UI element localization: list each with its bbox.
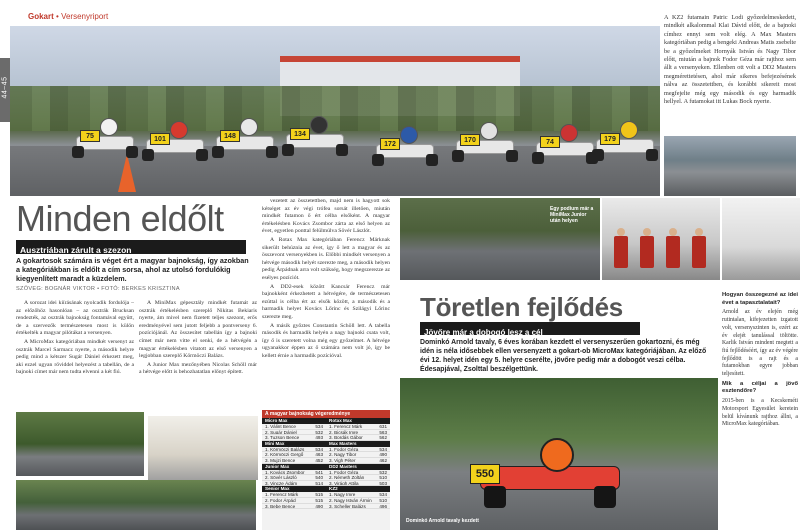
photo-dominko-kart [400,378,718,530]
kart [70,118,140,160]
body-column-3 [262,198,390,408]
hero-photo-karts [10,26,660,196]
driver-name: 3. Bordás Gábor [329,435,363,440]
article-lead: A gokartosok számára is véget ért a magyar bajnokság, így azokban a kategóriákban is eldőlt a cím sorsa, ahol az utolsó fordulókig kiegyenlített maradt a küzdelem. [16,256,249,283]
kart-number: 148 [220,130,240,142]
kart-number: 179 [600,133,620,145]
results-category: Micro Max [262,418,326,424]
article-byline: SZÖVEG: BOGNÁR VIKTOR • FOTÓ: BERKES KRISZTINA [16,286,180,292]
results-category: Mini Max [262,441,326,447]
driver-name: 3. Virágh Attila [329,480,359,486]
kart [370,126,440,168]
driver-name: 2. Németh Zoltán [329,475,365,480]
driver-name: 1. Fodor Géza [329,469,359,475]
driver-points: 510 [379,475,387,481]
driver-name: 2. Körmöczi Gergő [265,452,304,457]
article2-subhead: Jövőre már a dobogó lesz a cél [424,328,543,337]
helmet-icon [310,116,328,134]
article2-headline: Töretlen fejlődés [420,292,623,322]
interview-answer: Arnold az év elején még rutintalan, kifejezetten izgatott volt, versenyszinten is, ezért az év elejét tanulással töltötte. Karlik István mindent megtett a fiú fejlődéséért, így az év végére fejlődött is a rajt és a futamokban egyre jobban teljesített. [722,309,798,378]
kart-illustration [470,438,630,508]
photo-podium [148,416,258,480]
subsection-name: Versenyriport [61,12,109,21]
paragraph: A DD2-esek között Kancsár Ferencz már bajnokként érkezhetett a hétvégére, de természetesen ezúttal is célba ért az elsők között, a második és a harmadik helyet Kovács Lőrinc és Szilágyi Lőrinc szerezte meg. [262,283,390,320]
helmet-icon [620,121,638,139]
results-category: Max Masters [326,441,390,447]
driver-points: 534 [379,446,387,452]
kart-number: 172 [380,138,400,150]
kart-number: 75 [80,130,100,142]
driver-name: 1. Körmöczi Balázs [265,446,305,452]
page-number-tab [0,58,10,122]
photo-caption: Dominkó Arnold tavaly kezdett [406,518,479,524]
results-row [326,504,390,510]
results-category: Junior Max [262,464,326,470]
kart-number: 170 [460,134,480,146]
driver-points: 490 [315,503,323,509]
driver-points: 532 [379,469,387,475]
driver-name: 3. Mujzi Bence [265,457,296,463]
helmet-icon [400,126,418,144]
driver-points: 563 [379,429,387,435]
driver-points: 515 [315,492,323,498]
driver-name: 2. Bicsák Imre [329,429,359,435]
driver-points: 534 [315,424,323,429]
results-table [262,410,390,530]
driver-name: 1. Ferencz Márk [265,492,299,497]
driver-points: 493 [315,435,323,441]
driver-points: 631 [379,424,387,429]
page-number: 44–45 [1,76,9,99]
right-top-paragraph: A KZ2 futamain Patric Lodi győzedelmeskedett, mindkét alkalommal Klai Dávid előtt, de a bajnoki címhez ennyi sem volt elég. A Max Masters kategóriában pedig a bengeki Andreas Matis zsebelte be a győzelmeket Hornyák István és Nagy Tibor előtt, miután a bajnok Fodor Géza már rajthoz sem állt a versenyeken. Ellenben ott volt a DD2 Masters megmérettetésen, ahol már sikeres befejezésének nálva az összetettben, és korábbi sikereit most megfejelte még egy második és egy harmadik hellyel. A futamokat itt Lukas Bock nyerte. [664,14,796,106]
helmet-icon [560,124,578,142]
right-top-photo [664,136,796,196]
driver-name: 3. Vigh Péter [329,457,356,463]
paragraph: A MicroMax kategóriában mindkét versenyt az osztrák Marcel Sarmacz nyerte, a második helyre pedig mind a kétszer Sugár Dániel érkezett meg, aki ezzel ugyan röviddel helyezést a tabellán, de a bajnoki címet már nem tudta elvenni a két fiú. [16,338,134,376]
section-name: Gokart [28,12,54,21]
driver-points: 490 [379,452,387,458]
kart-number: 134 [290,128,310,140]
body-column-1 [16,300,134,408]
results-column-right [326,418,390,509]
body-column-2 [139,300,257,418]
driver-points: 532 [315,429,323,435]
kart [590,121,660,163]
driver-name: 2. Sugár Dániel [265,429,297,435]
driver-points: 540 [315,475,323,481]
photo-award [722,198,800,280]
driver-points: 534 [379,492,387,498]
interview-question: Hogyan összegezné az idei évet a tapasztalatait? [722,292,798,306]
driver-name: 3. Scheller Balázs [329,503,366,509]
driver-points: 452 [315,457,323,463]
article-subhead-bar [16,240,246,254]
article2-subhead-bar [420,322,640,335]
paragraph: A sorozat idei kiírásának nyolcadik fordulója – az előzőhöz hasonlóan – az osztrák Brucksan rendezték, az osztrák bajnokság fontamával együtt, de a szervezők természetesen most is külön értékelték a magyar pilótákat a versenyen. [16,300,134,337]
driver-name: 3. Vincze Ádám [265,480,298,486]
section-label: Gokart • Versenyriport [28,12,109,21]
driver-points: 562 [379,435,387,441]
article2-lead: Dominkó Arnold tavaly, 6 éves korában kezdett el versenyszerűen gokartozni, és még idén is néla idősebbek ellen versenyzett a gokart-ob MicroMax kategóriájában. Az előző évi 12. helyet idén egy 5. helyre cserélte, jövőre pedig már a dobogót veszi célba. Édesapjával, Zsolttal beszélgettünk. [420,339,707,373]
photo-caption: Egy podium már a MiniMax Junior után helyen [550,206,594,224]
helmet-icon [100,118,118,136]
photo-kart-group [16,480,256,530]
driver-name: 2. Nagy István Ármin [329,497,372,503]
driver-points: 514 [315,480,323,486]
photo-drivers-group [602,198,720,280]
article-headline: Minden eldőlt [16,198,224,239]
driver-name: 1. Kovács Zsombor [265,469,305,475]
driver-points: 496 [379,503,387,509]
paragraph: A Rotax Max kategóriában Ferencz Márknak sikerült behúznia az évet, így ő lett a magyar és az összevont versenyekben is. Előbbi mindkét versenyen a hétvége második helyét szerezte meg, a második helyen pedig Árpádnak arra volt szükség, hogy megszerezze az esélyes pozíciót. [262,236,390,281]
results-category: KZ2 [326,486,390,492]
driver-name: 1. Válint Bence [265,424,296,429]
driver-name: 2. Sövér László [265,475,297,480]
paragraph: A Junior Max mezőnyében Nicolas Schöll már a hétvége előtt is behozhatatlan előnyt épített. [139,361,257,376]
results-category: Senior Max [262,486,326,492]
paragraph: vezetett az összetettben, majd nem is hagyott sok kétséget az év végi trófea sorsát illetően, miután mindkét futamon ő ért célba elsőként. A magyar értékelésben Kovács Zsombor zárta az első helyen az évet, egyetlen ponttal felülmúlva Sövér Lászlót. [262,198,390,235]
paragraph: A MiniMax gépesztály mindkét futamát az osztrák értékelésben szereplő Nikitas Bekiaris nyerte, ám mivel nem fizetett teljes szezont, erős eredményével sem jutott feljebb a pontverseny 6. pozíciójánál. Az összesítet tabellán így a bajnoki címet már nem vitte el senki, de a hétvégén a magyar értékelésben vitatott az első versenyen a legjobban szereplő Körmöczi Balázs. [139,300,257,360]
driver-points: 515 [315,497,323,503]
kart [210,118,280,160]
driver-name: 3. Bebe Bence [265,503,296,509]
photo-kart-racing [16,412,144,476]
paragraph: A másik győztes Constantin Schöll lett. A tabella második és harmadik helyén a nagy bajnoki csata volt, így ő is szeretett volna még egy győzelmet. A hétvége ugyanakkor éppen az ő számára nem volt jó, így be kellett érnie a harmadik pozícióval. [262,322,390,359]
driver-name: 2. Fodor Árpád [265,497,296,503]
driver-points: 462 [379,457,387,463]
kart-number: 74 [540,136,560,148]
driver-name: 1. Fodor Géza [329,446,359,452]
driver-name: 1. Nagy Imre [329,492,356,497]
helmet-icon [480,122,498,140]
interview-answer: 2015-ben is a Kecskeméti Motorsport Egyesület keretein belül kívánunk rajthoz állni, a MicroMax kategóriában. [722,398,798,428]
kart [140,121,210,163]
driver-name: 2. Nagy Tibor [329,452,357,457]
results-category: DD2 Masters [326,464,390,470]
results-column-left [262,418,326,509]
kart-number: 550 [470,464,500,484]
kart [450,122,520,164]
helmet-icon [170,121,188,139]
helmet-icon [540,438,574,472]
driver-name: 1. Ferencz Márk [329,424,363,429]
driver-points: 510 [379,497,387,503]
helmet-icon [240,118,258,136]
article-subhead: Ausztriában zárult a szezon [20,245,132,255]
results-table-title: A magyar bajnokság végeredménye [262,410,390,418]
results-category: Rotax Max [326,418,390,424]
driver-points: 541 [315,469,323,475]
kart [280,116,350,158]
driver-points: 463 [315,452,323,458]
results-row [262,504,326,510]
interview-column [722,292,798,528]
kart-number: 101 [150,133,170,145]
driver-points: 503 [379,480,387,486]
driver-name: 3. Tuzson Bence [265,435,300,440]
driver-points: 534 [315,446,323,452]
interview-question: Mik a céljai a jövő esztendőre? [722,380,798,395]
photo-minimax-junior [400,198,600,280]
